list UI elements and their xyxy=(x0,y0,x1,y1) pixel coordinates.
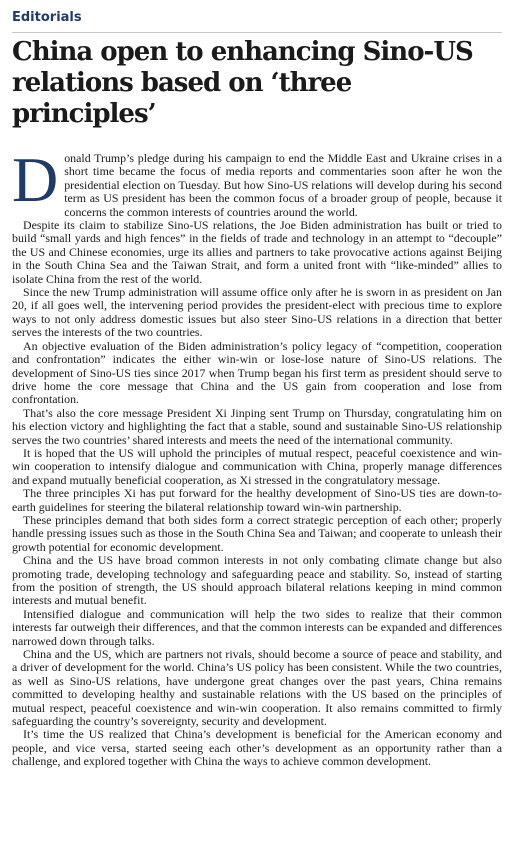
article-body xyxy=(12,144,502,769)
paragraph-1-text: onald Trump’s pledge during his campaign to end the Middle East and Ukraine crises in a short time became the focus of media reports and commentaries soon after he won the presidential election on Tuesday. But how Sino-US relations will develop during his second term as US president has been the common focus of a broader group of people, because it concerns the common interests of countries around the world. xyxy=(64,151,502,219)
paragraph-11: China and the US, which are partners not rivals, should become a source of peace and stability, and a driver of development for the world. China’s US policy has been consistent. While the two countries, as well as Sino-US relations, have undergone great changes over the past years, China remains committed to developing healthy and sustainable relations with the US based on the principles of mutual respect, peaceful coexistence and win-win cooperation. It also remains committed to firmly safeguarding the country’s sovereignty, security and development. xyxy=(12,647,502,729)
paragraph-10: Intensified dialogue and communication will help the two sides to realize that their common interests far outweigh their differences, and that the common interests can be expanded and differences narrowed down through talks. xyxy=(12,606,502,648)
paragraph-1 xyxy=(12,144,502,219)
paragraph-12: It’s time the US realized that China’s development is beneficial for the American economy and people, and vice versa, started seeing each other’s development as an opportunity rather than a challenge, and explored together with China the ways to achieve common development. xyxy=(12,727,502,769)
headline: China open to enhancing Sino-US relations based on ‘three principles’ xyxy=(12,37,473,129)
section-label: Editorials xyxy=(12,10,82,25)
paragraph-9: China and the US have broad common interests in not only combating climate change but also promoting trade, developing technology and safeguarding peace and stability. So, instead of starting from the position of strength, the US should approach bilateral relations keeping in mind common interests and mutual benefit. xyxy=(12,553,502,608)
paragraph-8: These principles demand that both sides form a correct strategic perception of each other; properly handle pressing issues such as those in the South China Sea and Taiwan; and cooperate to unleash their growth potential for economic development. xyxy=(12,512,502,554)
paragraph-2: Despite its claim to stabilize Sino-US relations, the Joe Biden administration has built or tried to build “small yards and high fences” in the fields of trade and technology in an attempt to “decouple” the US and Chinese economies, urge its allies and partners to take provocative actions against Beijing in the South China Sea and the Taiwan Strait, and form a united front with “like-minded” allies to isolate China from the rest of the world. xyxy=(12,218,502,286)
paragraph-6: It is hoped that the US will uphold the principles of mutual respect, peaceful coexistence and win-win cooperation to intensify dialogue and communication with China, properly manage differences and expand mutually beneficial cooperation, as Xi stressed in the congratulatory message. xyxy=(12,445,502,487)
section-divider xyxy=(12,32,502,33)
paragraph-5: That’s also the core message President Xi Jinping sent Trump on Thursday, congratulating him on his election victory and highlighting the fact that a stable, sound and sustainable Sino-US relationship serves the two countries’ shared interests and meets the need of the international community. xyxy=(12,405,502,447)
paragraph-7: The three principles Xi has put forward for the healthy development of Sino-US ties are down-to-earth guidelines for steering the bilateral relationship toward win-win partnership. xyxy=(12,486,502,514)
paragraph-3: Since the new Trump administration will assume office only after he is sworn in as president on Jan 20, if all goes well, the intervening period provides the president-elect with precious time to explore ways to not only address domestic issues but also steer Sino-US relations in a direction that better serves the interests of the two countries. xyxy=(12,285,502,340)
paragraph-4: An objective evaluation of the Biden administration’s policy legacy of “competition, cooperation and confrontation” indicates the either win-win or lose-lose nature of Sino-US relations. The development of Sino-US ties since 2017 when Trump began his first term as president should serve to drive home the core message that China and the US gain from cooperation and lose from confrontation. xyxy=(12,338,502,407)
drop-cap: D xyxy=(12,144,59,215)
